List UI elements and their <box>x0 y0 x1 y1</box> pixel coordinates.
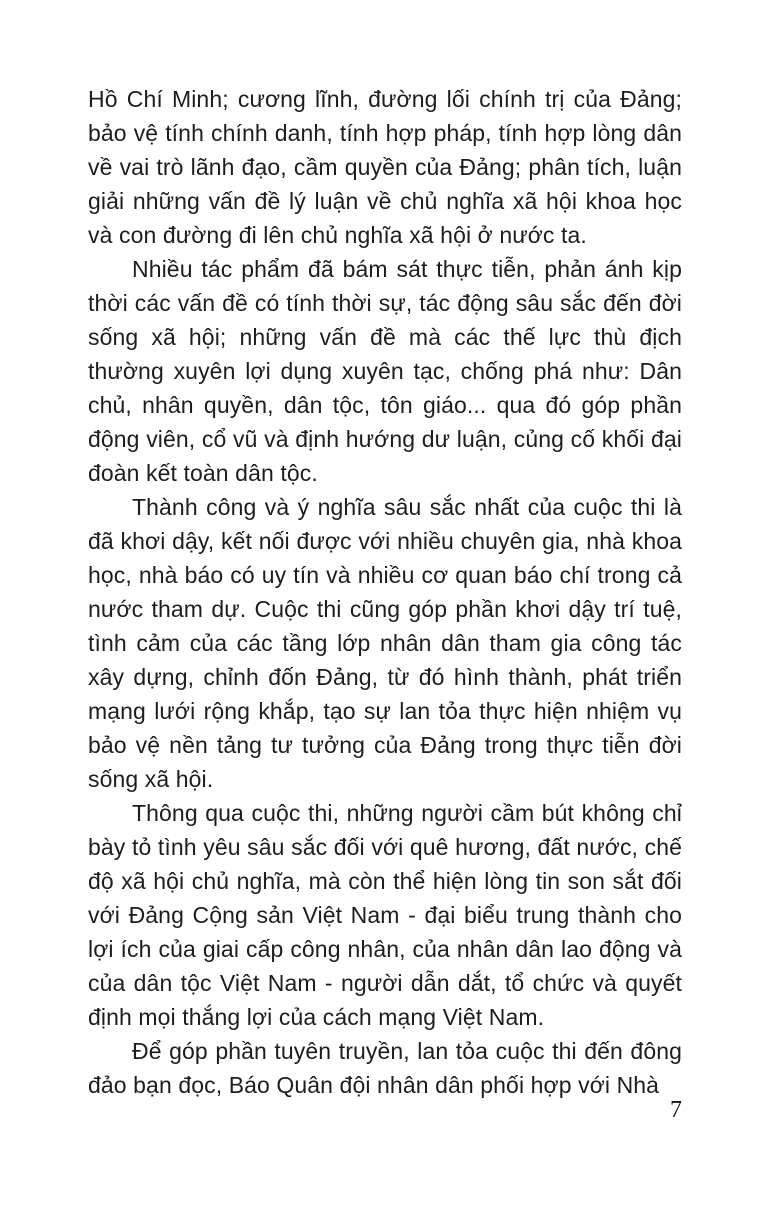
paragraph: Để góp phần tuyên truyền, lan tỏa cuộc thi đến đông đảo bạn đọc, Báo Quân đội nhân dân phối hợp với Nhà <box>88 1038 682 1098</box>
paragraph: Thông qua cuộc thi, những người cầm bút không chỉ bày tỏ tình yêu sâu sắc đối với quê hương, đất nước, chế độ xã hội chủ nghĩa, mà còn thể hiện lòng tin son sắt đối với Đảng Cộng sản Việt Nam - đại biểu trung thành cho lợi ích của giai cấp công nhân, của nhân dân lao động và của dân tộc Việt Nam - người dẫn dắt, tổ chức và quyết định mọi thắng lợi của cách mạng Việt Nam. <box>88 800 682 1030</box>
paragraph: Hồ Chí Minh; cương lĩnh, đường lối chính trị của Đảng; bảo vệ tính chính danh, tính hợp pháp, tính hợp lòng dân về vai trò lãnh đạo, cầm quyền của Đảng; phân tích, luận giải những vấn đề lý luận về chủ nghĩa xã hội khoa học và con đường đi lên chủ nghĩa xã hội ở nước ta. <box>88 86 682 248</box>
page-number: 7 <box>670 1097 682 1123</box>
paragraph: Nhiều tác phẩm đã bám sát thực tiễn, phản ánh kịp thời các vấn đề có tính thời sự, tác động sâu sắc đến đời sống xã hội; những vấn đề mà các thế lực thù địch thường xuyên lợi dụng xuyên tạc, chống phá như: Dân chủ, nhân quyền, dân tộc, tôn giáo... qua đó góp phần động viên, cổ vũ và định hướng dư luận, củng cố khối đại đoàn kết toàn dân tộc. <box>88 256 682 486</box>
paragraph: Thành công và ý nghĩa sâu sắc nhất của cuộc thi là đã khơi dậy, kết nối được với nhiều chuyên gia, nhà khoa học, nhà báo có uy tín và nhiều cơ quan báo chí trong cả nước tham dự. Cuộc thi cũng góp phần khơi dậy trí tuệ, tình cảm của các tầng lớp nhân dân tham gia công tác xây dựng, chỉnh đốn Đảng, từ đó hình thành, phát triển mạng lưới rộng khắp, tạo sự lan tỏa thực hiện nhiệm vụ bảo vệ nền tảng tư tưởng của Đảng trong thực tiễn đời sống xã hội. <box>88 494 682 792</box>
page-text <box>88 82 682 1102</box>
